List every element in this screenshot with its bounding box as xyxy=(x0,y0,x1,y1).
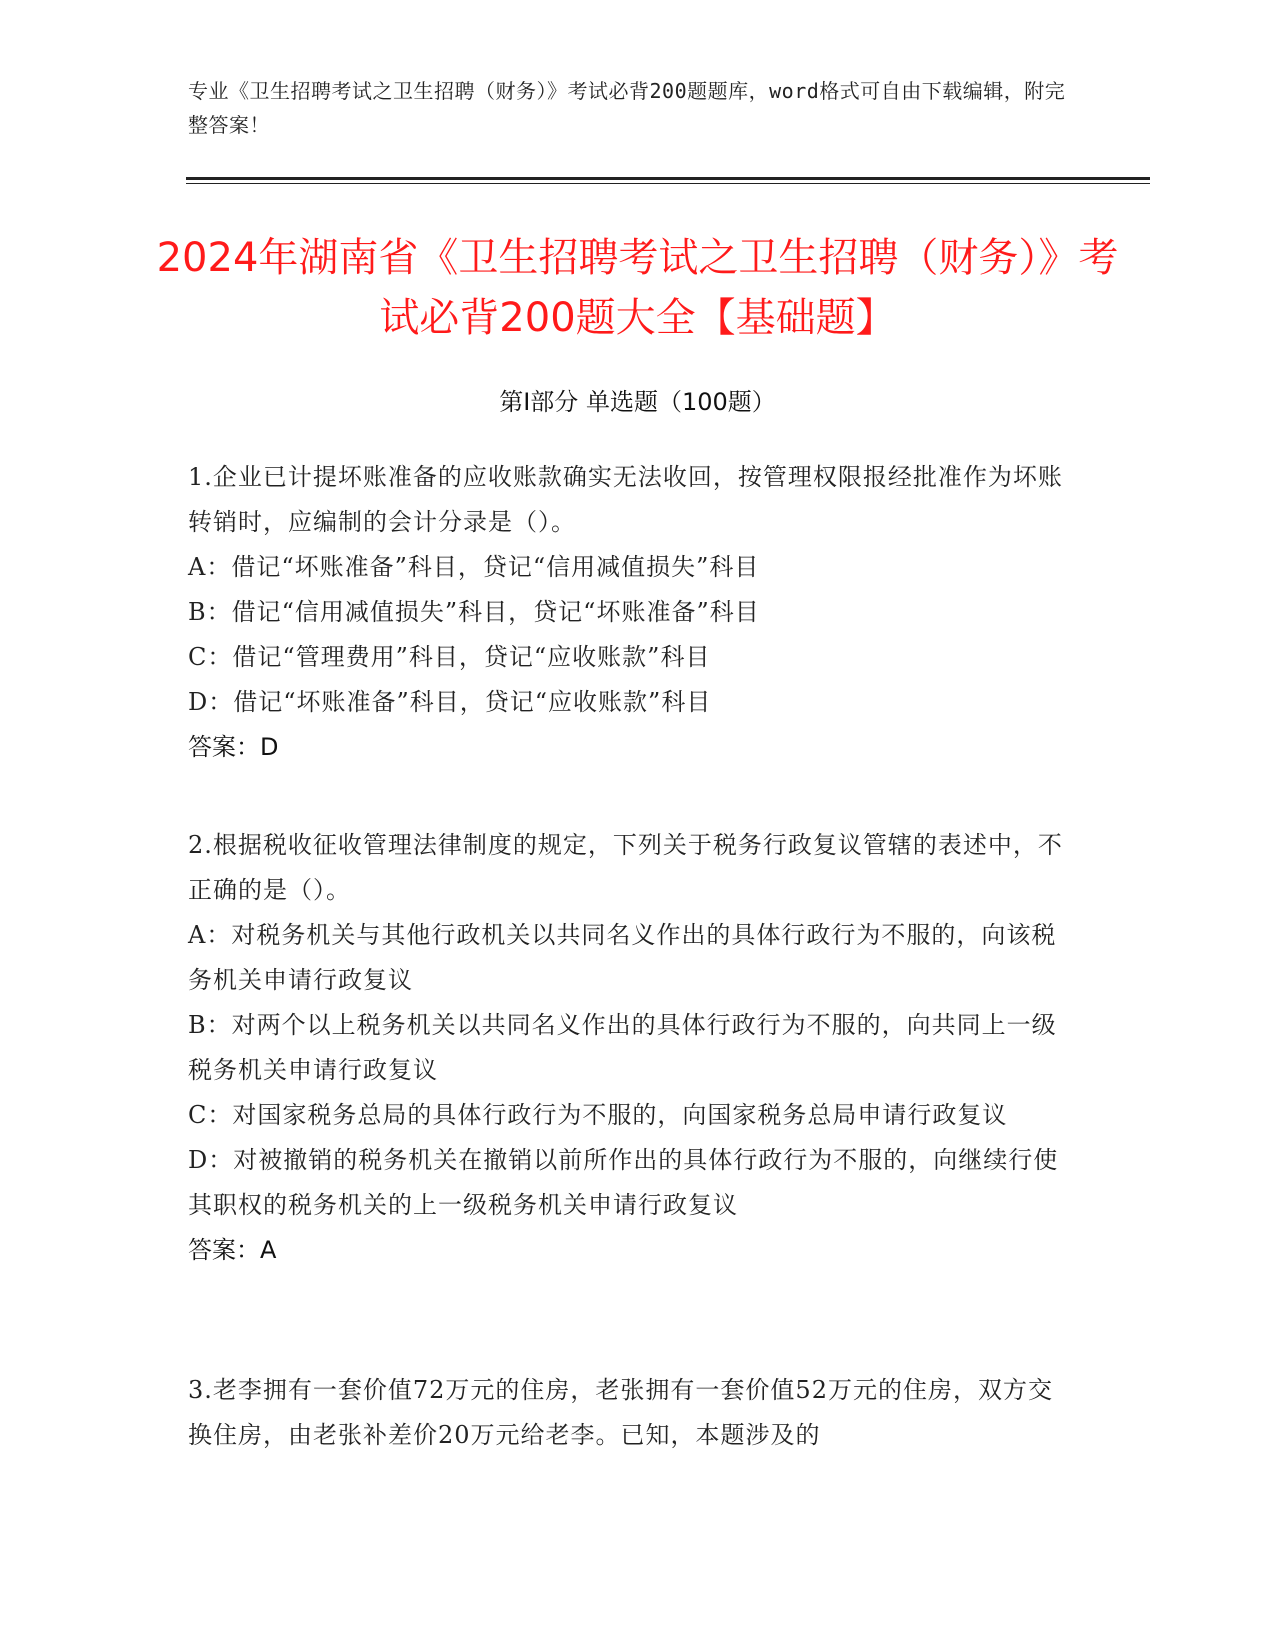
header-note: 专业《卫生招聘考试之卫生招聘（财务）》考试必背200题题库，word格式可自由下载编辑，附完整答案！ xyxy=(188,79,1066,137)
option-a: A：对税务机关与其他行政机关以共同名义作出的具体行政行为不服的，向该税务机关申请行政复议 xyxy=(188,921,1057,994)
header-divider-thin xyxy=(186,183,1150,184)
option-d: D：借记“坏账准备”科目，贷记“应收账款”科目 xyxy=(188,688,712,716)
option-b: B：借记“信用减值损失”科目，贷记“坏账准备”科目 xyxy=(188,598,760,626)
answer: 答案：A xyxy=(188,1236,277,1264)
question-stem: 2.根据税收征收管理法律制度的规定，下列关于税务行政复议管辖的表述中，不正确的是（）。 xyxy=(188,831,1063,904)
question-3 xyxy=(188,1368,1068,1458)
section-title: 第Ⅰ部分 单选题（100题） xyxy=(499,388,776,416)
question-stem: 3.老李拥有一套价值72万元的住房，老张拥有一套价值52万元的住房，双方交换住房，由老张补差价20万元给老李。已知，本题涉及的 xyxy=(188,1376,1053,1449)
option-c: C：借记“管理费用”科目，贷记“应收账款”科目 xyxy=(188,643,711,671)
option-c: C：对国家税务总局的具体行政行为不服的，向国家税务总局申请行政复议 xyxy=(188,1101,1008,1129)
answer: 答案：D xyxy=(188,733,279,761)
header-divider-thick xyxy=(186,177,1150,180)
question-stem: 1.企业已计提坏账准备的应收账款确实无法收回，按管理权限报经批准作为坏账转销时，应编制的会计分录是（）。 xyxy=(188,463,1063,536)
question-1 xyxy=(188,455,1068,770)
option-a: A：借记“坏账准备”科目，贷记“信用减值损失”科目 xyxy=(188,553,760,581)
option-d: D：对被撤销的税务机关在撤销以前所作出的具体行政行为不服的，向继续行使其职权的税务机关的上一级税务机关申请行政复议 xyxy=(188,1146,1059,1219)
option-b: B：对两个以上税务机关以共同名义作出的具体行政行为不服的，向共同上一级税务机关申请行政复议 xyxy=(188,1011,1057,1084)
question-2 xyxy=(188,823,1068,1273)
page-title: 2024年湖南省《卫生招聘考试之卫生招聘（财务）》考试必背200题大全【基础题】 xyxy=(156,235,1119,341)
